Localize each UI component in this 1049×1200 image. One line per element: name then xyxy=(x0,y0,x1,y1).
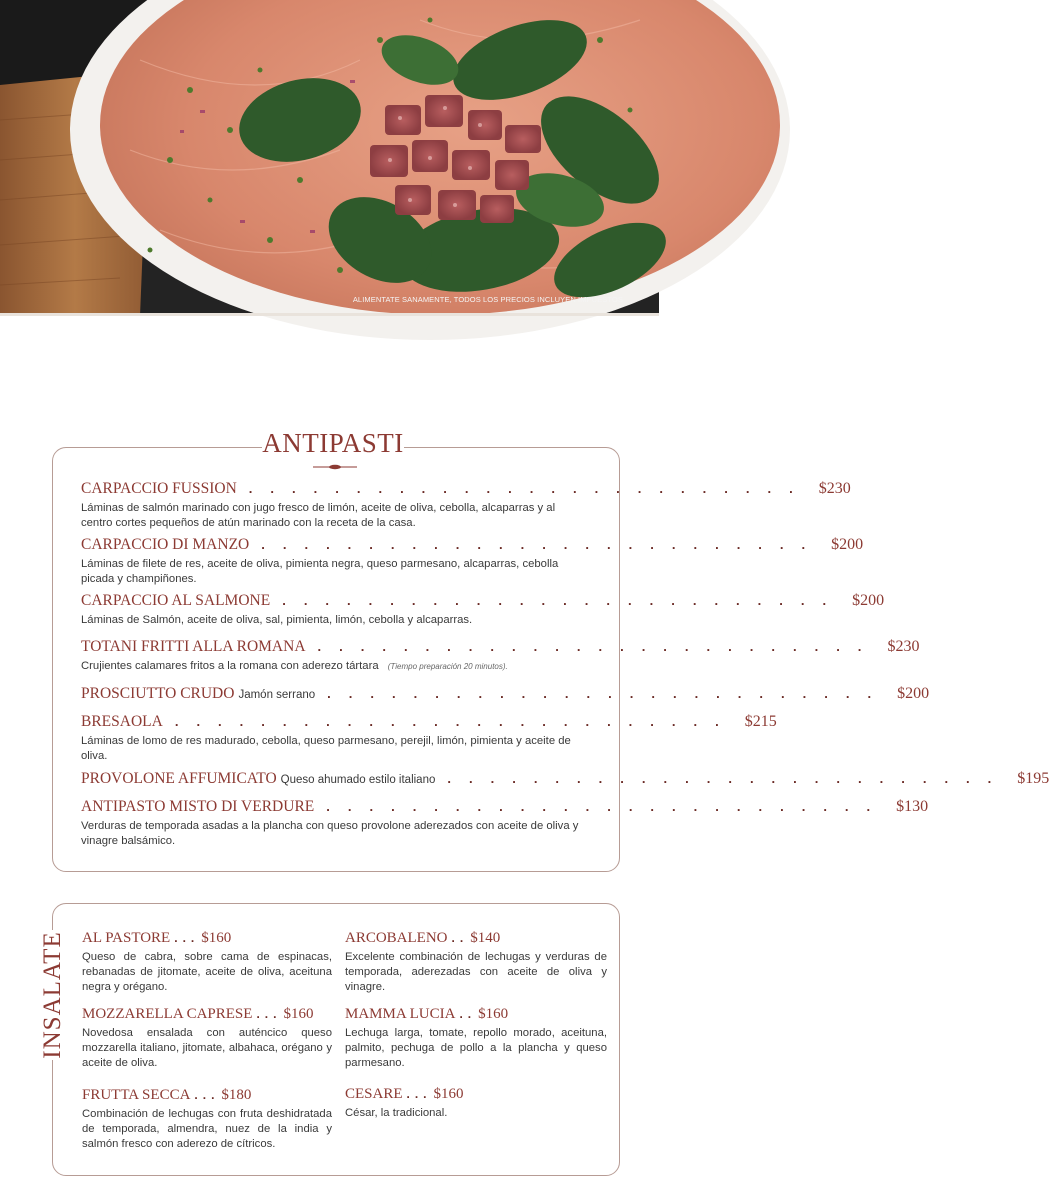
antipasti-title: ANTIPASTI xyxy=(262,428,404,458)
item-description: Lechuga larga, tomate, repollo morado, aceituna, palmito, pechuga de pollo a la plancha y queso parmesano. xyxy=(345,1027,607,1069)
title-ornament-icon xyxy=(313,464,357,470)
dot-leader: ... xyxy=(406,1087,432,1101)
item-description: Novedosa ensalada con auténcico queso mozzarella italiano, jitomate, albahaca, orégano y aceite de oliva. xyxy=(82,1027,332,1069)
item-name: ARCOBALENO xyxy=(345,930,448,946)
item-name: CARPACCIO DI MANZO xyxy=(81,536,250,553)
prep-time-note: (Tiempo preparación 20 minutos). xyxy=(387,662,508,671)
item-description-text: Crujientes calamares fritos a la romana con aderezo tártara xyxy=(81,660,379,672)
dot-leader: .......................... xyxy=(447,771,1010,786)
item-price: $230 xyxy=(887,638,920,655)
salad-mamma-lucia xyxy=(345,1005,607,1071)
salad-arcobaleno xyxy=(345,929,607,995)
item-name: PROVOLONE AFFUMICATO xyxy=(81,770,277,787)
hero-photo xyxy=(0,0,659,316)
dot-leader: .. xyxy=(451,931,469,945)
item-price: $160 xyxy=(283,1006,314,1022)
dot-leader: .......................... xyxy=(326,799,889,814)
item-name: PROSCIUTTO CRUDO xyxy=(81,685,235,702)
dot-leader: .......................... xyxy=(327,686,890,701)
item-name: MAMMA LUCIA xyxy=(345,1006,456,1022)
item-description: Combinación de lechugas con fruta deshidratada de temporada, almendra, nuez de la india y salmón fresco con aderezo de cítricos. xyxy=(82,1108,332,1150)
item-name: ANTIPASTO MISTO DI VERDURE xyxy=(81,798,315,815)
salad-al-pastore xyxy=(82,929,332,995)
menu-item-bresaola xyxy=(81,713,777,764)
item-name: CESARE xyxy=(345,1086,403,1102)
menu-item-carpaccio-di-manzo xyxy=(81,536,864,587)
item-price: $160 xyxy=(433,1086,464,1102)
item-name: FRUTTA SECCA xyxy=(82,1087,191,1103)
salad-frutta-secca xyxy=(82,1086,332,1152)
item-price: $140 xyxy=(470,930,501,946)
menu-item-carpaccio-fussion xyxy=(81,480,851,531)
item-name: TOTANI FRITTI ALLA ROMANA xyxy=(81,638,306,655)
salad-cesare xyxy=(345,1085,607,1121)
insalate-title-wrap xyxy=(33,930,73,1060)
item-description: Láminas de Salmón, aceite de oliva, sal, pimienta, limón, cebolla y alcaparras. xyxy=(81,614,473,626)
item-name: MOZZARELLA CAPRESE xyxy=(82,1006,253,1022)
item-price: $200 xyxy=(852,592,885,609)
insalate-title: INSALATE xyxy=(39,931,66,1059)
item-price: $230 xyxy=(818,480,851,497)
item-price: $215 xyxy=(744,713,777,730)
dot-leader: ... xyxy=(194,1088,220,1102)
item-name: AL PASTORE xyxy=(82,930,171,946)
item-price: $200 xyxy=(831,536,864,553)
item-price: $130 xyxy=(896,798,929,815)
price-tax-notice: ALIMENTATE SANAMENTE, TODOS LOS PRECIOS INCLUYEN IMPUESTOS xyxy=(352,295,623,304)
salad-mozzarella-caprese xyxy=(82,1005,332,1071)
menu-item-prosciutto-crudo xyxy=(81,685,930,703)
item-description: César, la tradicional. xyxy=(345,1107,448,1119)
menu-item-provolone-affumicato xyxy=(81,770,1049,788)
item-description: Láminas de salmón marinado con jugo fresco de limón, aceite de oliva, cebolla, alcaparras y al centro cortes pequeños de atún marinado con la receta de la casa. xyxy=(81,502,556,529)
carpaccio-plate-illustration xyxy=(0,0,659,316)
dot-leader: .......................... xyxy=(261,537,824,552)
dot-leader: .......................... xyxy=(248,481,811,496)
item-subtitle: Queso ahumado estilo italiano xyxy=(280,774,436,786)
item-description: Láminas de lomo de res madurado, cebolla, queso parmesano, perejil, limón, pimienta y aceite de oliva. xyxy=(81,735,571,762)
dot-leader: ... xyxy=(174,931,200,945)
item-name: BRESAOLA xyxy=(81,713,163,730)
dot-leader: .......................... xyxy=(282,593,845,608)
menu-item-antipasto-misto xyxy=(81,798,929,849)
item-description: Verduras de temporada asadas a la plancha con queso provolone aderezados con aceite de oliva y vinagre balsámico. xyxy=(81,820,579,847)
item-description: Queso de cabra, sobre cama de espinacas, rebanadas de jitomate, aceite de oliva, aceituna negra y orégano. xyxy=(82,951,332,993)
item-price: $160 xyxy=(201,930,232,946)
item-name: CARPACCIO FUSSION xyxy=(81,480,237,497)
menu-item-carpaccio-al-salmone xyxy=(81,592,885,628)
item-name: CARPACCIO AL SALMONE xyxy=(81,592,271,609)
item-description: Láminas de filete de res, aceite de oliva, pimienta negra, queso parmesano, alcaparras, cebolla picada y champiñones. xyxy=(81,558,559,585)
dot-leader: ... xyxy=(256,1007,282,1021)
dot-leader: .. xyxy=(459,1007,477,1021)
hero-divider xyxy=(0,313,659,316)
dot-leader: .......................... xyxy=(317,639,880,654)
item-price: $160 xyxy=(478,1006,509,1022)
dot-leader: .......................... xyxy=(174,714,737,729)
item-price: $195 xyxy=(1017,770,1049,787)
item-price: $180 xyxy=(221,1087,252,1103)
item-price: $200 xyxy=(897,685,930,702)
item-description xyxy=(81,659,581,674)
item-subtitle: Jamón serrano xyxy=(238,689,316,701)
item-description: Excelente combinación de lechugas y verduras de temporada, aderezadas con aceite de oliva y vinagre. xyxy=(345,951,607,993)
menu-item-totani-fritti xyxy=(81,638,920,674)
